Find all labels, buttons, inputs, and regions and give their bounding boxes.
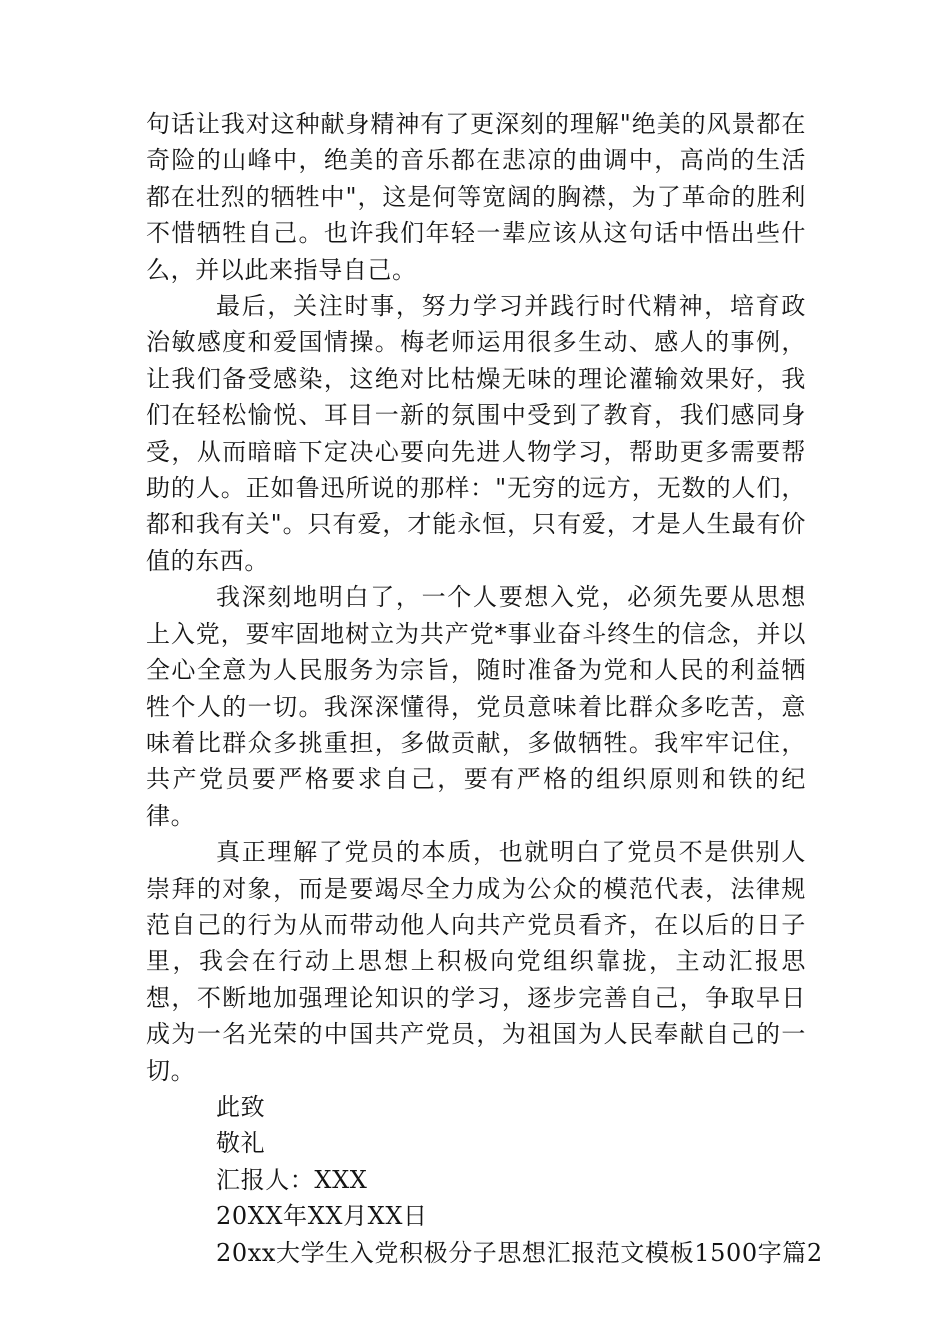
- paragraph-party-member-essence: 真正理解了党员的本质，也就明白了党员不是供别人崇拜的对象，而是要竭尽全力成为公众的模范代表，法律规范自己的行为从而带动他人向共产党员看齐，在以后的日子里，我会在行动上思想上积极向党组织靠拢，主动汇报思想，不断地加强理论知识的学习，逐步完善自己，争取早日成为一名光荣的中国共产党员，为祖国为人民奉献自己的一切。: [146, 838, 806, 1085]
- closing-regards: 敬礼: [216, 1129, 266, 1158]
- paragraph-current-affairs: 最后，关注时事，努力学习并践行时代精神，培育政治敏感度和爱国情操。梅老师运用很多生动、感人的事例，让我们备受感染，这绝对比枯燥无味的理论灌输效果好，我们在轻松愉悦、耳目一新的氛围中受到了教育，我们感同身受，从而暗暗下定决心要向先进人物学习，帮助更多需要帮助的人。正如鲁迅所说的那样："无穷的远方，无数的人们，都和我有关"。只有爱，才能永恒，只有爱，才是人生最有价值的东西。: [146, 292, 806, 575]
- next-article-title: 20xx大学生入党积极分子思想汇报范文模板1500字篇2: [216, 1238, 823, 1267]
- paragraph-party-membership: 我深刻地明白了，一个人要想入党，必须先要从思想上入党，要牢固地树立为共产党*事业奋斗终生的信念，并以全心全意为人民服务为宗旨，随时准备为党和人民的利益牺牲个人的一切。我深深懂得，党员意味着比群众多吃苦，意味着比群众多挑重担，多做贡献，多做牺牲。我牢牢记住，共产党员要严格要求自己，要有严格的组织原则和铁的纪律。: [146, 583, 806, 830]
- reporter-signature: 汇报人：XXX: [216, 1165, 368, 1194]
- closing-salutation: 此致: [216, 1092, 266, 1121]
- document-body: [146, 106, 823, 1271]
- report-date: 20XX年XX月XX日: [216, 1202, 428, 1231]
- paragraph-continuation: 句话让我对这种献身精神有了更深刻的理解"绝美的风景都在奇险的山峰中，绝美的音乐都在悲凉的曲调中，高尚的生活都在壮烈的牺牲中"，这是何等宽阔的胸襟，为了革命的胜利不惜牺牲自己。也许我们年轻一辈应该从这句话中悟出些什么，并以此来指导自己。: [146, 110, 806, 284]
